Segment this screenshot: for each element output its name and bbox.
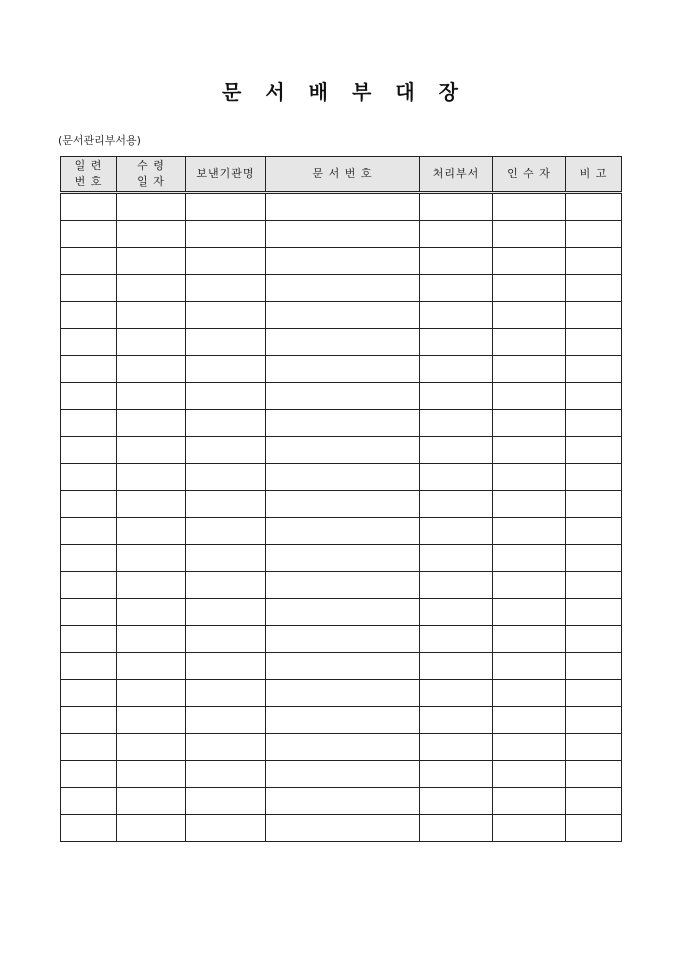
- cell-dept: [420, 221, 493, 248]
- cell-doc_no: [266, 383, 420, 410]
- header-row: [61, 157, 622, 193]
- cell-dept: [420, 653, 493, 680]
- cell-dept: [420, 545, 493, 572]
- cell-received: [117, 761, 186, 788]
- cell-recipient: [493, 356, 566, 383]
- cell-doc_no: [266, 410, 420, 437]
- cell-recipient: [493, 734, 566, 761]
- cell-recipient: [493, 248, 566, 275]
- cell-received: [117, 356, 186, 383]
- cell-note: [566, 248, 622, 275]
- cell-note: [566, 437, 622, 464]
- cell-note: [566, 302, 622, 329]
- cell-sender: [186, 329, 266, 356]
- cell-serial: [61, 788, 117, 815]
- cell-serial: [61, 518, 117, 545]
- cell-serial: [61, 302, 117, 329]
- cell-note: [566, 491, 622, 518]
- cell-sender: [186, 383, 266, 410]
- cell-serial: [61, 437, 117, 464]
- cell-sender: [186, 545, 266, 572]
- cell-recipient: [493, 707, 566, 734]
- cell-dept: [420, 302, 493, 329]
- header-line: 인 수 자: [507, 167, 551, 180]
- column-header-received: [117, 157, 186, 193]
- cell-doc_no: [266, 491, 420, 518]
- table-row: [61, 599, 622, 626]
- cell-doc_no: [266, 680, 420, 707]
- table-row: [61, 680, 622, 707]
- distribution-register-table: [60, 156, 622, 842]
- table-row: [61, 788, 622, 815]
- cell-received: [117, 383, 186, 410]
- cell-sender: [186, 275, 266, 302]
- table-row: [61, 410, 622, 437]
- cell-note: [566, 626, 622, 653]
- cell-doc_no: [266, 356, 420, 383]
- cell-dept: [420, 815, 493, 842]
- cell-note: [566, 707, 622, 734]
- cell-dept: [420, 491, 493, 518]
- cell-dept: [420, 464, 493, 491]
- cell-note: [566, 653, 622, 680]
- header-line: 보낸기관명: [196, 167, 255, 180]
- cell-dept: [420, 707, 493, 734]
- cell-sender: [186, 193, 266, 221]
- cell-note: [566, 734, 622, 761]
- cell-recipient: [493, 437, 566, 464]
- cell-sender: [186, 626, 266, 653]
- cell-note: [566, 815, 622, 842]
- cell-note: [566, 545, 622, 572]
- cell-recipient: [493, 653, 566, 680]
- title-char: 문: [222, 80, 242, 104]
- table-row: [61, 545, 622, 572]
- cell-dept: [420, 329, 493, 356]
- cell-recipient: [493, 788, 566, 815]
- cell-sender: [186, 734, 266, 761]
- cell-note: [566, 275, 622, 302]
- cell-serial: [61, 680, 117, 707]
- table-row: [61, 518, 622, 545]
- cell-doc_no: [266, 221, 420, 248]
- register-body: [61, 193, 622, 842]
- cell-doc_no: [266, 707, 420, 734]
- cell-serial: [61, 599, 117, 626]
- cell-recipient: [493, 302, 566, 329]
- column-header-serial: [61, 157, 117, 193]
- cell-serial: [61, 491, 117, 518]
- cell-dept: [420, 193, 493, 221]
- cell-received: [117, 707, 186, 734]
- header-line: 문 서 번 호: [312, 167, 373, 180]
- cell-serial: [61, 410, 117, 437]
- cell-dept: [420, 518, 493, 545]
- cell-note: [566, 410, 622, 437]
- column-header-sender: [186, 157, 266, 193]
- table-row: [61, 329, 622, 356]
- cell-doc_no: [266, 626, 420, 653]
- cell-note: [566, 356, 622, 383]
- cell-recipient: [493, 599, 566, 626]
- cell-dept: [420, 383, 493, 410]
- column-header-note: [566, 157, 622, 193]
- table-row: [61, 572, 622, 599]
- title-char: 장: [438, 80, 458, 104]
- header-line: 일 자: [137, 175, 165, 188]
- cell-recipient: [493, 680, 566, 707]
- cell-doc_no: [266, 815, 420, 842]
- title-char: 배: [308, 80, 328, 104]
- cell-recipient: [493, 518, 566, 545]
- table-row: [61, 383, 622, 410]
- cell-serial: [61, 626, 117, 653]
- cell-serial: [61, 653, 117, 680]
- cell-doc_no: [266, 572, 420, 599]
- cell-serial: [61, 383, 117, 410]
- cell-serial: [61, 221, 117, 248]
- cell-doc_no: [266, 329, 420, 356]
- title-char: 대: [395, 80, 415, 104]
- table-row: [61, 221, 622, 248]
- cell-sender: [186, 437, 266, 464]
- cell-recipient: [493, 193, 566, 221]
- cell-serial: [61, 248, 117, 275]
- cell-sender: [186, 599, 266, 626]
- cell-dept: [420, 599, 493, 626]
- table-row: [61, 464, 622, 491]
- table-row: [61, 734, 622, 761]
- cell-dept: [420, 680, 493, 707]
- cell-recipient: [493, 275, 566, 302]
- cell-dept: [420, 248, 493, 275]
- table-row: [61, 626, 622, 653]
- cell-received: [117, 193, 186, 221]
- cell-dept: [420, 761, 493, 788]
- cell-received: [117, 680, 186, 707]
- cell-doc_no: [266, 464, 420, 491]
- cell-serial: [61, 734, 117, 761]
- cell-note: [566, 464, 622, 491]
- column-header-doc-no: [266, 157, 420, 193]
- cell-note: [566, 383, 622, 410]
- cell-recipient: [493, 410, 566, 437]
- header-line: 수 령: [137, 159, 165, 172]
- cell-note: [566, 788, 622, 815]
- cell-doc_no: [266, 788, 420, 815]
- cell-dept: [420, 734, 493, 761]
- table-row: [61, 653, 622, 680]
- page-title: [0, 76, 680, 105]
- cell-dept: [420, 410, 493, 437]
- cell-received: [117, 221, 186, 248]
- cell-sender: [186, 302, 266, 329]
- cell-sender: [186, 572, 266, 599]
- cell-sender: [186, 680, 266, 707]
- cell-received: [117, 734, 186, 761]
- table-row: [61, 275, 622, 302]
- cell-note: [566, 329, 622, 356]
- header-line: 처리부서: [432, 167, 480, 180]
- cell-serial: [61, 707, 117, 734]
- cell-doc_no: [266, 518, 420, 545]
- cell-dept: [420, 626, 493, 653]
- cell-doc_no: [266, 248, 420, 275]
- table-row: [61, 248, 622, 275]
- cell-sender: [186, 653, 266, 680]
- cell-sender: [186, 221, 266, 248]
- cell-received: [117, 626, 186, 653]
- column-header-recipient: [493, 157, 566, 193]
- cell-received: [117, 410, 186, 437]
- cell-sender: [186, 761, 266, 788]
- cell-serial: [61, 815, 117, 842]
- table-row: [61, 491, 622, 518]
- cell-doc_no: [266, 653, 420, 680]
- cell-note: [566, 680, 622, 707]
- cell-doc_no: [266, 734, 420, 761]
- column-header-dept: [420, 157, 493, 193]
- cell-recipient: [493, 815, 566, 842]
- cell-received: [117, 491, 186, 518]
- table-row: [61, 193, 622, 221]
- cell-received: [117, 302, 186, 329]
- cell-recipient: [493, 329, 566, 356]
- cell-dept: [420, 275, 493, 302]
- cell-note: [566, 761, 622, 788]
- cell-sender: [186, 707, 266, 734]
- cell-serial: [61, 761, 117, 788]
- cell-received: [117, 815, 186, 842]
- cell-dept: [420, 437, 493, 464]
- cell-doc_no: [266, 599, 420, 626]
- cell-serial: [61, 329, 117, 356]
- header-line: 일 련: [74, 159, 103, 172]
- cell-sender: [186, 518, 266, 545]
- cell-received: [117, 788, 186, 815]
- cell-doc_no: [266, 302, 420, 329]
- cell-sender: [186, 248, 266, 275]
- cell-received: [117, 518, 186, 545]
- cell-doc_no: [266, 193, 420, 221]
- cell-received: [117, 572, 186, 599]
- cell-sender: [186, 788, 266, 815]
- cell-note: [566, 599, 622, 626]
- cell-note: [566, 518, 622, 545]
- table-row: [61, 761, 622, 788]
- cell-received: [117, 437, 186, 464]
- cell-recipient: [493, 545, 566, 572]
- cell-recipient: [493, 221, 566, 248]
- cell-serial: [61, 572, 117, 599]
- cell-serial: [61, 545, 117, 572]
- cell-doc_no: [266, 545, 420, 572]
- cell-doc_no: [266, 275, 420, 302]
- department-subtitle: (문서관리부서용): [58, 134, 141, 147]
- cell-dept: [420, 572, 493, 599]
- cell-sender: [186, 815, 266, 842]
- title-char: 부: [352, 80, 372, 104]
- cell-recipient: [493, 491, 566, 518]
- cell-recipient: [493, 626, 566, 653]
- cell-doc_no: [266, 761, 420, 788]
- cell-note: [566, 221, 622, 248]
- cell-sender: [186, 464, 266, 491]
- cell-sender: [186, 491, 266, 518]
- cell-serial: [61, 275, 117, 302]
- cell-received: [117, 464, 186, 491]
- cell-recipient: [493, 761, 566, 788]
- table-row: [61, 356, 622, 383]
- cell-note: [566, 572, 622, 599]
- header-line: 번 호: [74, 175, 103, 188]
- cell-received: [117, 653, 186, 680]
- cell-serial: [61, 193, 117, 221]
- cell-doc_no: [266, 437, 420, 464]
- cell-dept: [420, 356, 493, 383]
- cell-note: [566, 193, 622, 221]
- cell-received: [117, 248, 186, 275]
- cell-serial: [61, 356, 117, 383]
- title-char: 서: [265, 80, 285, 104]
- table-row: [61, 437, 622, 464]
- cell-received: [117, 275, 186, 302]
- cell-sender: [186, 410, 266, 437]
- header-line: 비 고: [579, 167, 608, 180]
- cell-recipient: [493, 572, 566, 599]
- cell-received: [117, 329, 186, 356]
- cell-recipient: [493, 383, 566, 410]
- table-row: [61, 302, 622, 329]
- cell-serial: [61, 464, 117, 491]
- cell-dept: [420, 788, 493, 815]
- table-row: [61, 707, 622, 734]
- cell-received: [117, 599, 186, 626]
- cell-received: [117, 545, 186, 572]
- cell-recipient: [493, 464, 566, 491]
- table-row: [61, 815, 622, 842]
- cell-sender: [186, 356, 266, 383]
